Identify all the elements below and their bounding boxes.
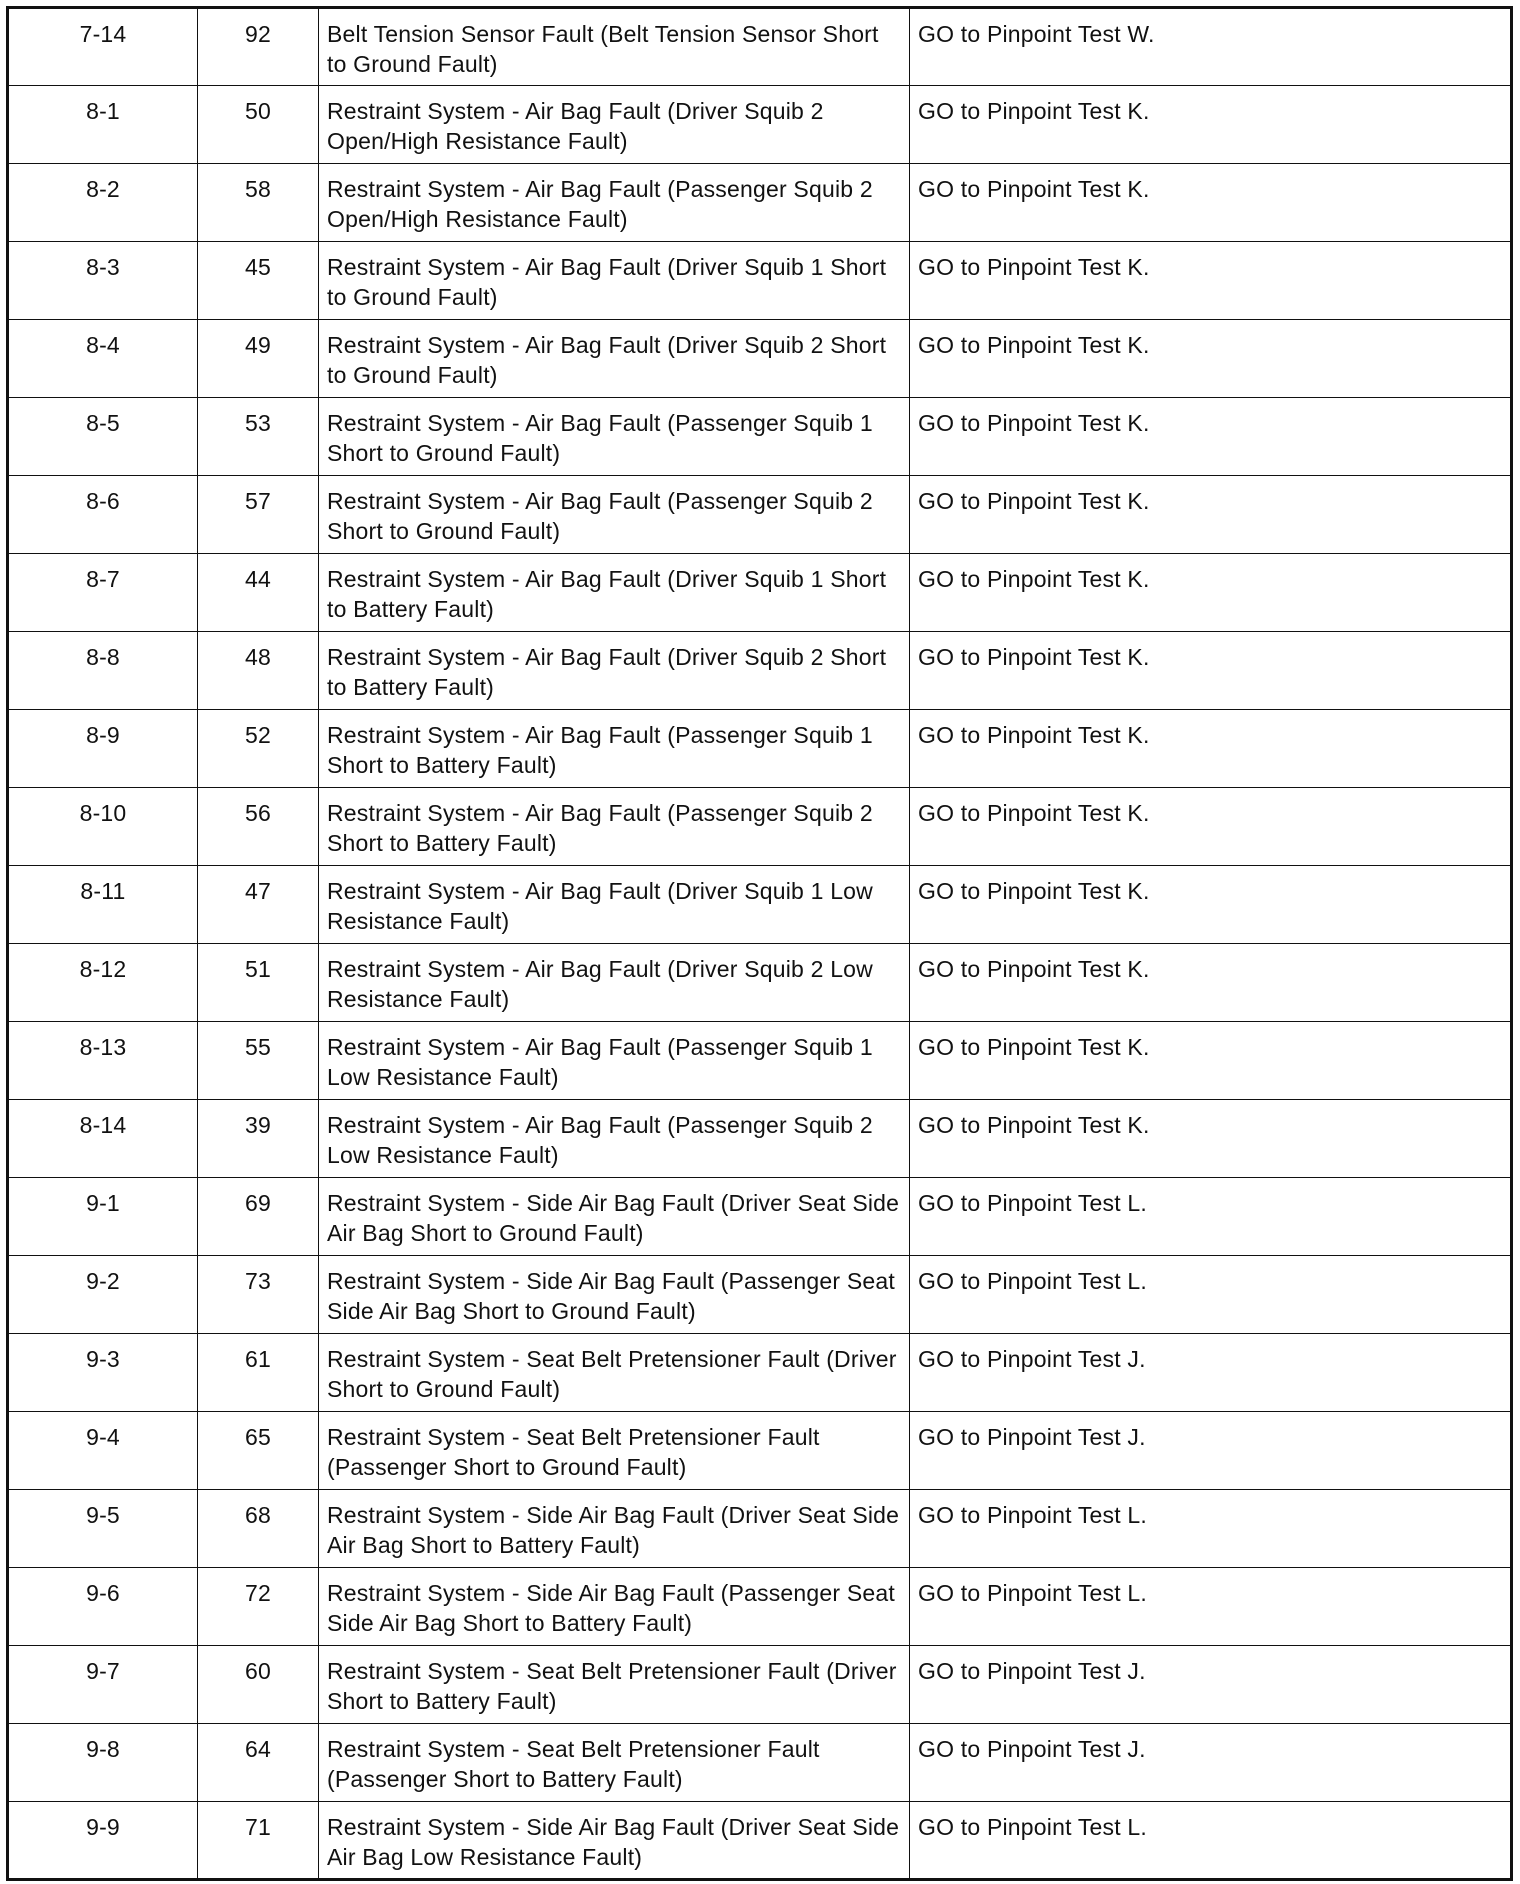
description-cell: Restraint System - Side Air Bag Fault (Driver Seat Side Air Bag Low Resistance Fault) (319, 1802, 910, 1880)
action-cell: GO to Pinpoint Test K. (910, 554, 1512, 632)
dtc-number-cell: 51 (198, 944, 319, 1022)
description-cell: Restraint System - Air Bag Fault (Driver Squib 2 Open/High Resistance Fault) (319, 86, 910, 164)
flash-code-cell: 9-9 (8, 1802, 198, 1880)
flash-code-cell: 8-5 (8, 398, 198, 476)
flash-code-cell: 8-12 (8, 944, 198, 1022)
description-cell: Restraint System - Air Bag Fault (Passenger Squib 2 Open/High Resistance Fault) (319, 164, 910, 242)
description-cell: Restraint System - Air Bag Fault (Passenger Squib 1 Short to Battery Fault) (319, 710, 910, 788)
description-cell: Belt Tension Sensor Fault (Belt Tension Sensor Short to Ground Fault) (319, 8, 910, 86)
dtc-number-cell: 71 (198, 1802, 319, 1880)
description-cell: Restraint System - Air Bag Fault (Passenger Squib 1 Low Resistance Fault) (319, 1022, 910, 1100)
table-row (8, 476, 1512, 554)
description-cell: Restraint System - Side Air Bag Fault (Passenger Seat Side Air Bag Short to Ground Fault) (319, 1256, 910, 1334)
table-row (8, 1100, 1512, 1178)
flash-code-cell: 8-2 (8, 164, 198, 242)
action-cell: GO to Pinpoint Test K. (910, 398, 1512, 476)
flash-code-cell: 8-14 (8, 1100, 198, 1178)
action-cell: GO to Pinpoint Test K. (910, 1100, 1512, 1178)
flash-code-cell: 9-4 (8, 1412, 198, 1490)
table-row (8, 866, 1512, 944)
action-cell: GO to Pinpoint Test K. (910, 632, 1512, 710)
table-row (8, 1568, 1512, 1646)
flash-code-cell: 8-4 (8, 320, 198, 398)
table-row (8, 1412, 1512, 1490)
description-cell: Restraint System - Air Bag Fault (Driver Squib 2 Low Resistance Fault) (319, 944, 910, 1022)
dtc-number-cell: 44 (198, 554, 319, 632)
flash-code-cell: 9-1 (8, 1178, 198, 1256)
action-cell: GO to Pinpoint Test K. (910, 86, 1512, 164)
flash-code-cell: 8-3 (8, 242, 198, 320)
flash-code-cell: 8-1 (8, 86, 198, 164)
flash-code-cell: 8-13 (8, 1022, 198, 1100)
dtc-number-cell: 72 (198, 1568, 319, 1646)
dtc-number-cell: 58 (198, 164, 319, 242)
flash-code-cell: 9-2 (8, 1256, 198, 1334)
dtc-number-cell: 61 (198, 1334, 319, 1412)
flash-code-cell: 8-10 (8, 788, 198, 866)
flash-code-cell: 9-8 (8, 1724, 198, 1802)
dtc-number-cell: 64 (198, 1724, 319, 1802)
table-row (8, 86, 1512, 164)
table-row (8, 164, 1512, 242)
action-cell: GO to Pinpoint Test K. (910, 944, 1512, 1022)
dtc-number-cell: 60 (198, 1646, 319, 1724)
table-row (8, 320, 1512, 398)
action-cell: GO to Pinpoint Test K. (910, 710, 1512, 788)
flash-code-cell: 8-8 (8, 632, 198, 710)
description-cell: Restraint System - Air Bag Fault (Passenger Squib 2 Short to Battery Fault) (319, 788, 910, 866)
description-cell: Restraint System - Seat Belt Pretensioner Fault (Passenger Short to Ground Fault) (319, 1412, 910, 1490)
flash-code-cell: 8-11 (8, 866, 198, 944)
dtc-number-cell: 69 (198, 1178, 319, 1256)
description-cell: Restraint System - Air Bag Fault (Passenger Squib 2 Short to Ground Fault) (319, 476, 910, 554)
description-cell: Restraint System - Air Bag Fault (Driver Squib 2 Short to Battery Fault) (319, 632, 910, 710)
action-cell: GO to Pinpoint Test J. (910, 1646, 1512, 1724)
flash-code-cell: 7-14 (8, 8, 198, 86)
table-row (8, 1334, 1512, 1412)
table-row (8, 1490, 1512, 1568)
table-row (8, 1022, 1512, 1100)
action-cell: GO to Pinpoint Test L. (910, 1568, 1512, 1646)
table-row (8, 632, 1512, 710)
flash-code-cell: 8-6 (8, 476, 198, 554)
dtc-number-cell: 49 (198, 320, 319, 398)
dtc-number-cell: 53 (198, 398, 319, 476)
flash-code-cell: 9-6 (8, 1568, 198, 1646)
table-row (8, 554, 1512, 632)
flash-code-cell: 9-5 (8, 1490, 198, 1568)
table-row (8, 1646, 1512, 1724)
action-cell: GO to Pinpoint Test K. (910, 164, 1512, 242)
dtc-number-cell: 52 (198, 710, 319, 788)
dtc-table (6, 6, 1513, 1881)
description-cell: Restraint System - Seat Belt Pretensioner Fault (Driver Short to Battery Fault) (319, 1646, 910, 1724)
table-row (8, 944, 1512, 1022)
dtc-number-cell: 39 (198, 1100, 319, 1178)
description-cell: Restraint System - Side Air Bag Fault (Passenger Seat Side Air Bag Short to Battery Fault) (319, 1568, 910, 1646)
dtc-table-body (8, 8, 1512, 1880)
description-cell: Restraint System - Air Bag Fault (Passenger Squib 2 Low Resistance Fault) (319, 1100, 910, 1178)
description-cell: Restraint System - Seat Belt Pretensioner Fault (Driver Short to Ground Fault) (319, 1334, 910, 1412)
flash-code-cell: 8-7 (8, 554, 198, 632)
table-row (8, 1178, 1512, 1256)
action-cell: GO to Pinpoint Test K. (910, 866, 1512, 944)
action-cell: GO to Pinpoint Test W. (910, 8, 1512, 86)
table-row (8, 1802, 1512, 1880)
dtc-table-container (6, 6, 1510, 1881)
dtc-number-cell: 47 (198, 866, 319, 944)
dtc-number-cell: 50 (198, 86, 319, 164)
dtc-number-cell: 65 (198, 1412, 319, 1490)
description-cell: Restraint System - Air Bag Fault (Driver Squib 1 Short to Battery Fault) (319, 554, 910, 632)
action-cell: GO to Pinpoint Test L. (910, 1802, 1512, 1880)
table-row (8, 710, 1512, 788)
dtc-number-cell: 56 (198, 788, 319, 866)
description-cell: Restraint System - Air Bag Fault (Driver Squib 2 Short to Ground Fault) (319, 320, 910, 398)
table-row (8, 242, 1512, 320)
description-cell: Restraint System - Side Air Bag Fault (Driver Seat Side Air Bag Short to Battery Fault) (319, 1490, 910, 1568)
description-cell: Restraint System - Air Bag Fault (Driver Squib 1 Low Resistance Fault) (319, 866, 910, 944)
table-row (8, 1256, 1512, 1334)
action-cell: GO to Pinpoint Test K. (910, 1022, 1512, 1100)
dtc-number-cell: 73 (198, 1256, 319, 1334)
description-cell: Restraint System - Air Bag Fault (Passenger Squib 1 Short to Ground Fault) (319, 398, 910, 476)
action-cell: GO to Pinpoint Test K. (910, 242, 1512, 320)
action-cell: GO to Pinpoint Test K. (910, 788, 1512, 866)
description-cell: Restraint System - Seat Belt Pretensioner Fault (Passenger Short to Battery Fault) (319, 1724, 910, 1802)
dtc-number-cell: 55 (198, 1022, 319, 1100)
description-cell: Restraint System - Air Bag Fault (Driver Squib 1 Short to Ground Fault) (319, 242, 910, 320)
dtc-number-cell: 45 (198, 242, 319, 320)
table-row (8, 788, 1512, 866)
flash-code-cell: 9-7 (8, 1646, 198, 1724)
action-cell: GO to Pinpoint Test L. (910, 1178, 1512, 1256)
action-cell: GO to Pinpoint Test L. (910, 1256, 1512, 1334)
dtc-number-cell: 92 (198, 8, 319, 86)
dtc-number-cell: 68 (198, 1490, 319, 1568)
action-cell: GO to Pinpoint Test K. (910, 476, 1512, 554)
flash-code-cell: 8-9 (8, 710, 198, 788)
flash-code-cell: 9-3 (8, 1334, 198, 1412)
dtc-number-cell: 48 (198, 632, 319, 710)
action-cell: GO to Pinpoint Test J. (910, 1724, 1512, 1802)
table-row (8, 1724, 1512, 1802)
description-cell: Restraint System - Side Air Bag Fault (Driver Seat Side Air Bag Short to Ground Fault) (319, 1178, 910, 1256)
dtc-number-cell: 57 (198, 476, 319, 554)
action-cell: GO to Pinpoint Test K. (910, 320, 1512, 398)
table-row (8, 8, 1512, 86)
action-cell: GO to Pinpoint Test L. (910, 1490, 1512, 1568)
action-cell: GO to Pinpoint Test J. (910, 1334, 1512, 1412)
table-row (8, 398, 1512, 476)
action-cell: GO to Pinpoint Test J. (910, 1412, 1512, 1490)
